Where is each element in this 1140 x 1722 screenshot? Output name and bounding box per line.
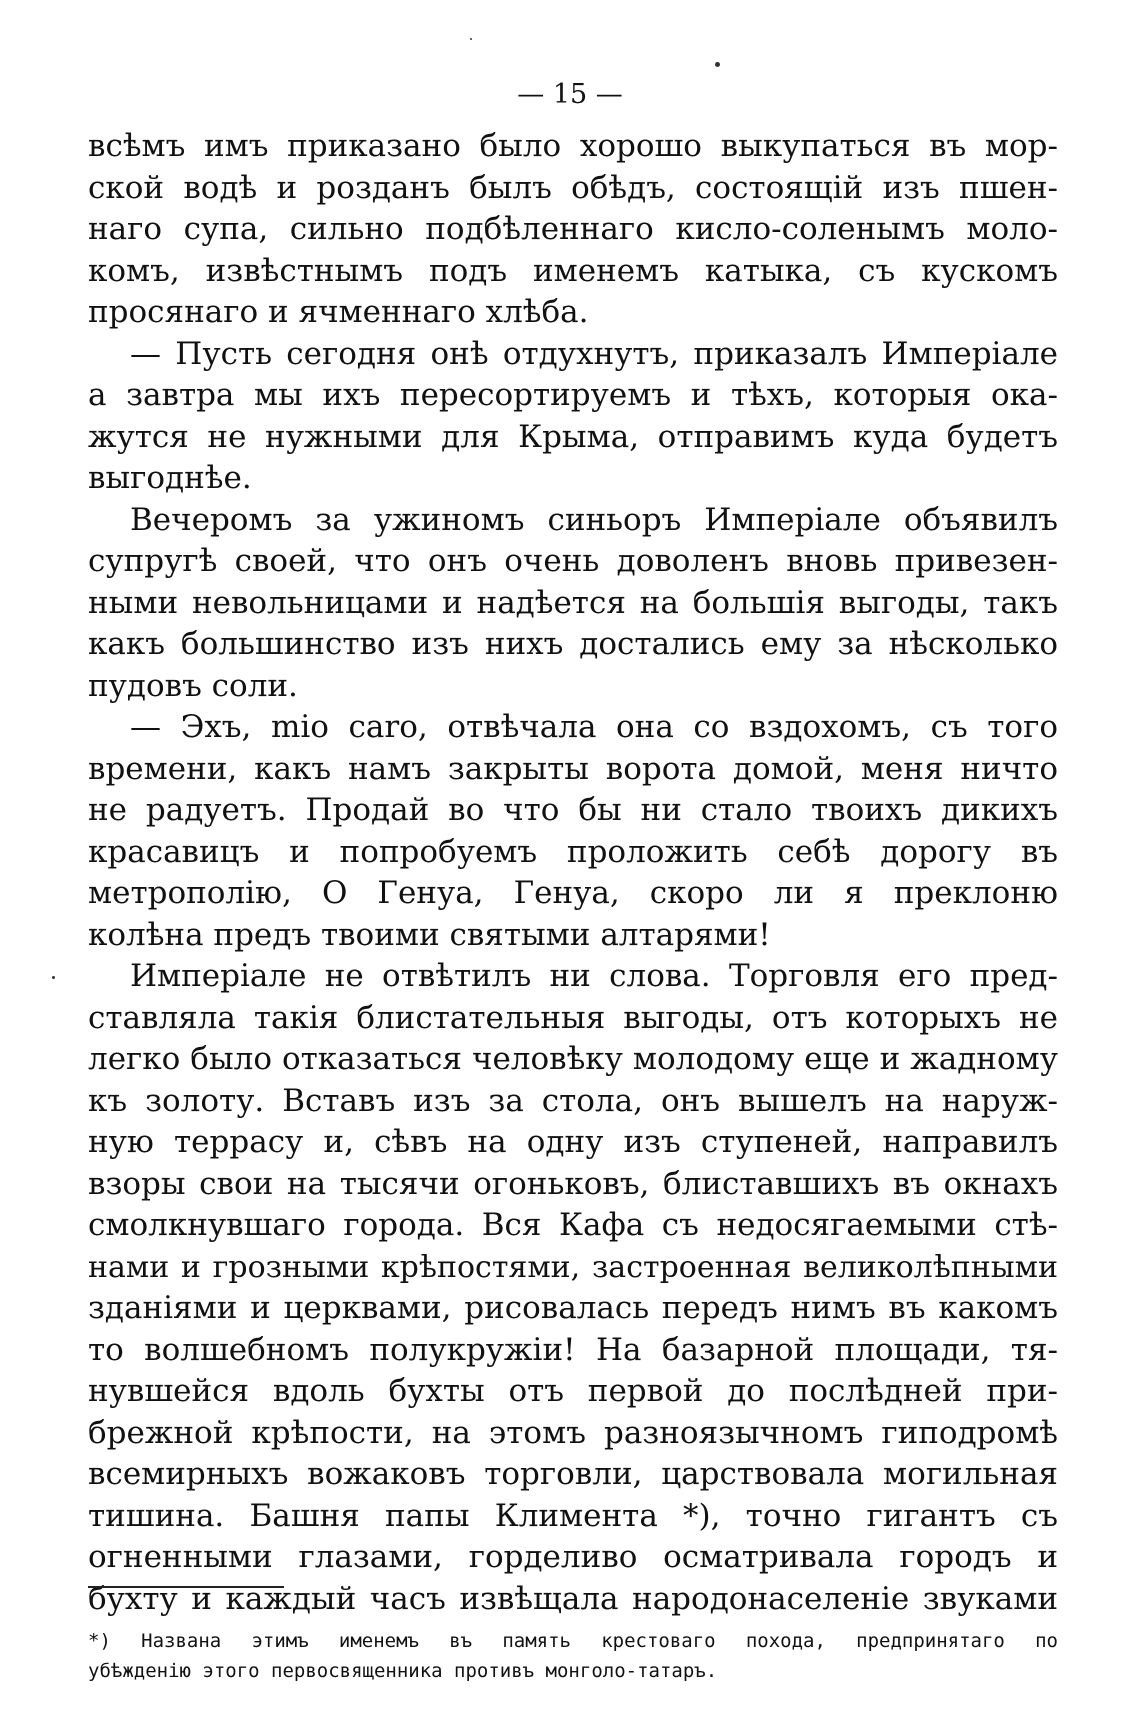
ink-speck <box>52 976 55 979</box>
footnote-line: убѣжденію этого первосвященника противъ монголо-татаръ. <box>88 1660 718 1682</box>
text-line: пудовъ соли. <box>88 667 298 704</box>
ink-speck <box>470 38 472 40</box>
text-line: всемирныхъ вожаковъ торговли, царствовала могильная <box>88 1456 1058 1492</box>
text-line: смолкнувшаго города. Вся Кафа съ недосягаемыми стѣ- <box>88 1207 1058 1243</box>
text-line: нувшейся вдоль бухты отъ первой до послѣдней при- <box>88 1373 1058 1409</box>
footnote-divider <box>88 1586 284 1588</box>
text-line: выгоднѣе. <box>88 460 252 496</box>
text-line: къ золоту. Вставъ изъ за стола, онъ вышелъ на наруж- <box>88 1082 1058 1119</box>
text-line: то волшебномъ полукружіи! На базарной площади, тя- <box>88 1331 1058 1368</box>
text-line: просянаго и ячменнаго хлѣба. <box>88 294 589 330</box>
text-line: времени, какъ намъ закрыты ворота домой, меня ничто <box>88 750 1058 787</box>
text-line: ную террасу и, сѣвъ на одну изъ ступеней, направилъ <box>88 1124 1058 1160</box>
text-line: брежной крѣпости, на этомъ разноязычномъ гиподромѣ <box>88 1414 1058 1451</box>
text-line: всѣмъ имъ приказано было хорошо выкупаться въ мор- <box>88 128 1058 164</box>
text-line: — Пусть сегодня онѣ отдухнутъ, приказалъ Имперіале <box>130 335 1058 372</box>
footnote-line: *) Названа этимъ именемъ въ память крестоваго похода, предпринятаго по <box>88 1630 1058 1652</box>
text-line: метрополію, О Генуа, Генуа, скоро ли я преклоню <box>88 875 1058 911</box>
text-line: Вечеромъ за ужиномъ синьоръ Имперіале объявилъ <box>130 501 1058 538</box>
page-number: — 15 — <box>517 79 623 110</box>
text-line: ской водѣ и розданъ былъ обѣдъ, состоящій изъ пшен- <box>88 169 1058 206</box>
text-line: бухту и каждый часъ извѣщала народонаселеніе звуками <box>88 1580 1058 1617</box>
text-line: нами и грозными крѣпостями, застроенная великолѣпными <box>88 1249 1058 1285</box>
text-line: комъ, извѣстнымъ подъ именемъ катыка, съ кускомъ <box>88 252 1058 289</box>
text-line: наго супа, сильно подбѣленнаго кисло-соленымъ моло- <box>88 211 1058 247</box>
text-line: Имперіале не отвѣтилъ ни слова. Торговля его пред- <box>130 958 1058 994</box>
text-line: — Эхъ, mio caro, отвѣчала она со вздохомъ, съ того <box>130 709 1058 745</box>
text-line: ными невольницами и надѣется на большія выгоды, такъ <box>88 584 1058 621</box>
text-line: жутся не нужными для Крыма, отправимъ куда будетъ <box>88 418 1058 455</box>
text-line: легко было отказаться человѣку молодому еще и жадному <box>88 1041 1058 1077</box>
text-line: зданіями и церквами, рисовалась передъ нимъ въ какомъ <box>88 1290 1058 1326</box>
text-line: тишина. Башня папы Климента *), точно гигантъ съ <box>88 1497 1058 1534</box>
text-line: колѣна предъ твоими святыми алтарями! <box>88 916 771 953</box>
text-line: а завтра мы ихъ пересортируемъ и тѣхъ, которыя ока- <box>88 377 1058 413</box>
text-line: не радуетъ. Продай во что бы ни стало твоихъ дикихъ <box>88 792 1058 828</box>
text-line: какъ большинство изъ нихъ достались ему за нѣсколько <box>88 626 1058 662</box>
ink-speck <box>715 62 720 67</box>
footnote <box>88 1626 1058 1686</box>
text-line: огненными глазами, горделиво осматривала городъ и <box>88 1539 1058 1575</box>
body-text <box>88 126 1058 1620</box>
text-line: супругѣ своей, что онъ очень доволенъ вновь привезен- <box>88 543 1058 579</box>
text-line: взоры свои на тысячи огоньковъ, блиставшихъ въ окнахъ <box>88 1165 1058 1202</box>
text-line: красавицъ и попробуемъ проложить себѣ дорогу въ <box>88 833 1058 870</box>
text-line: ставляла такія блистательныя выгоды, отъ которыхъ не <box>88 999 1058 1036</box>
